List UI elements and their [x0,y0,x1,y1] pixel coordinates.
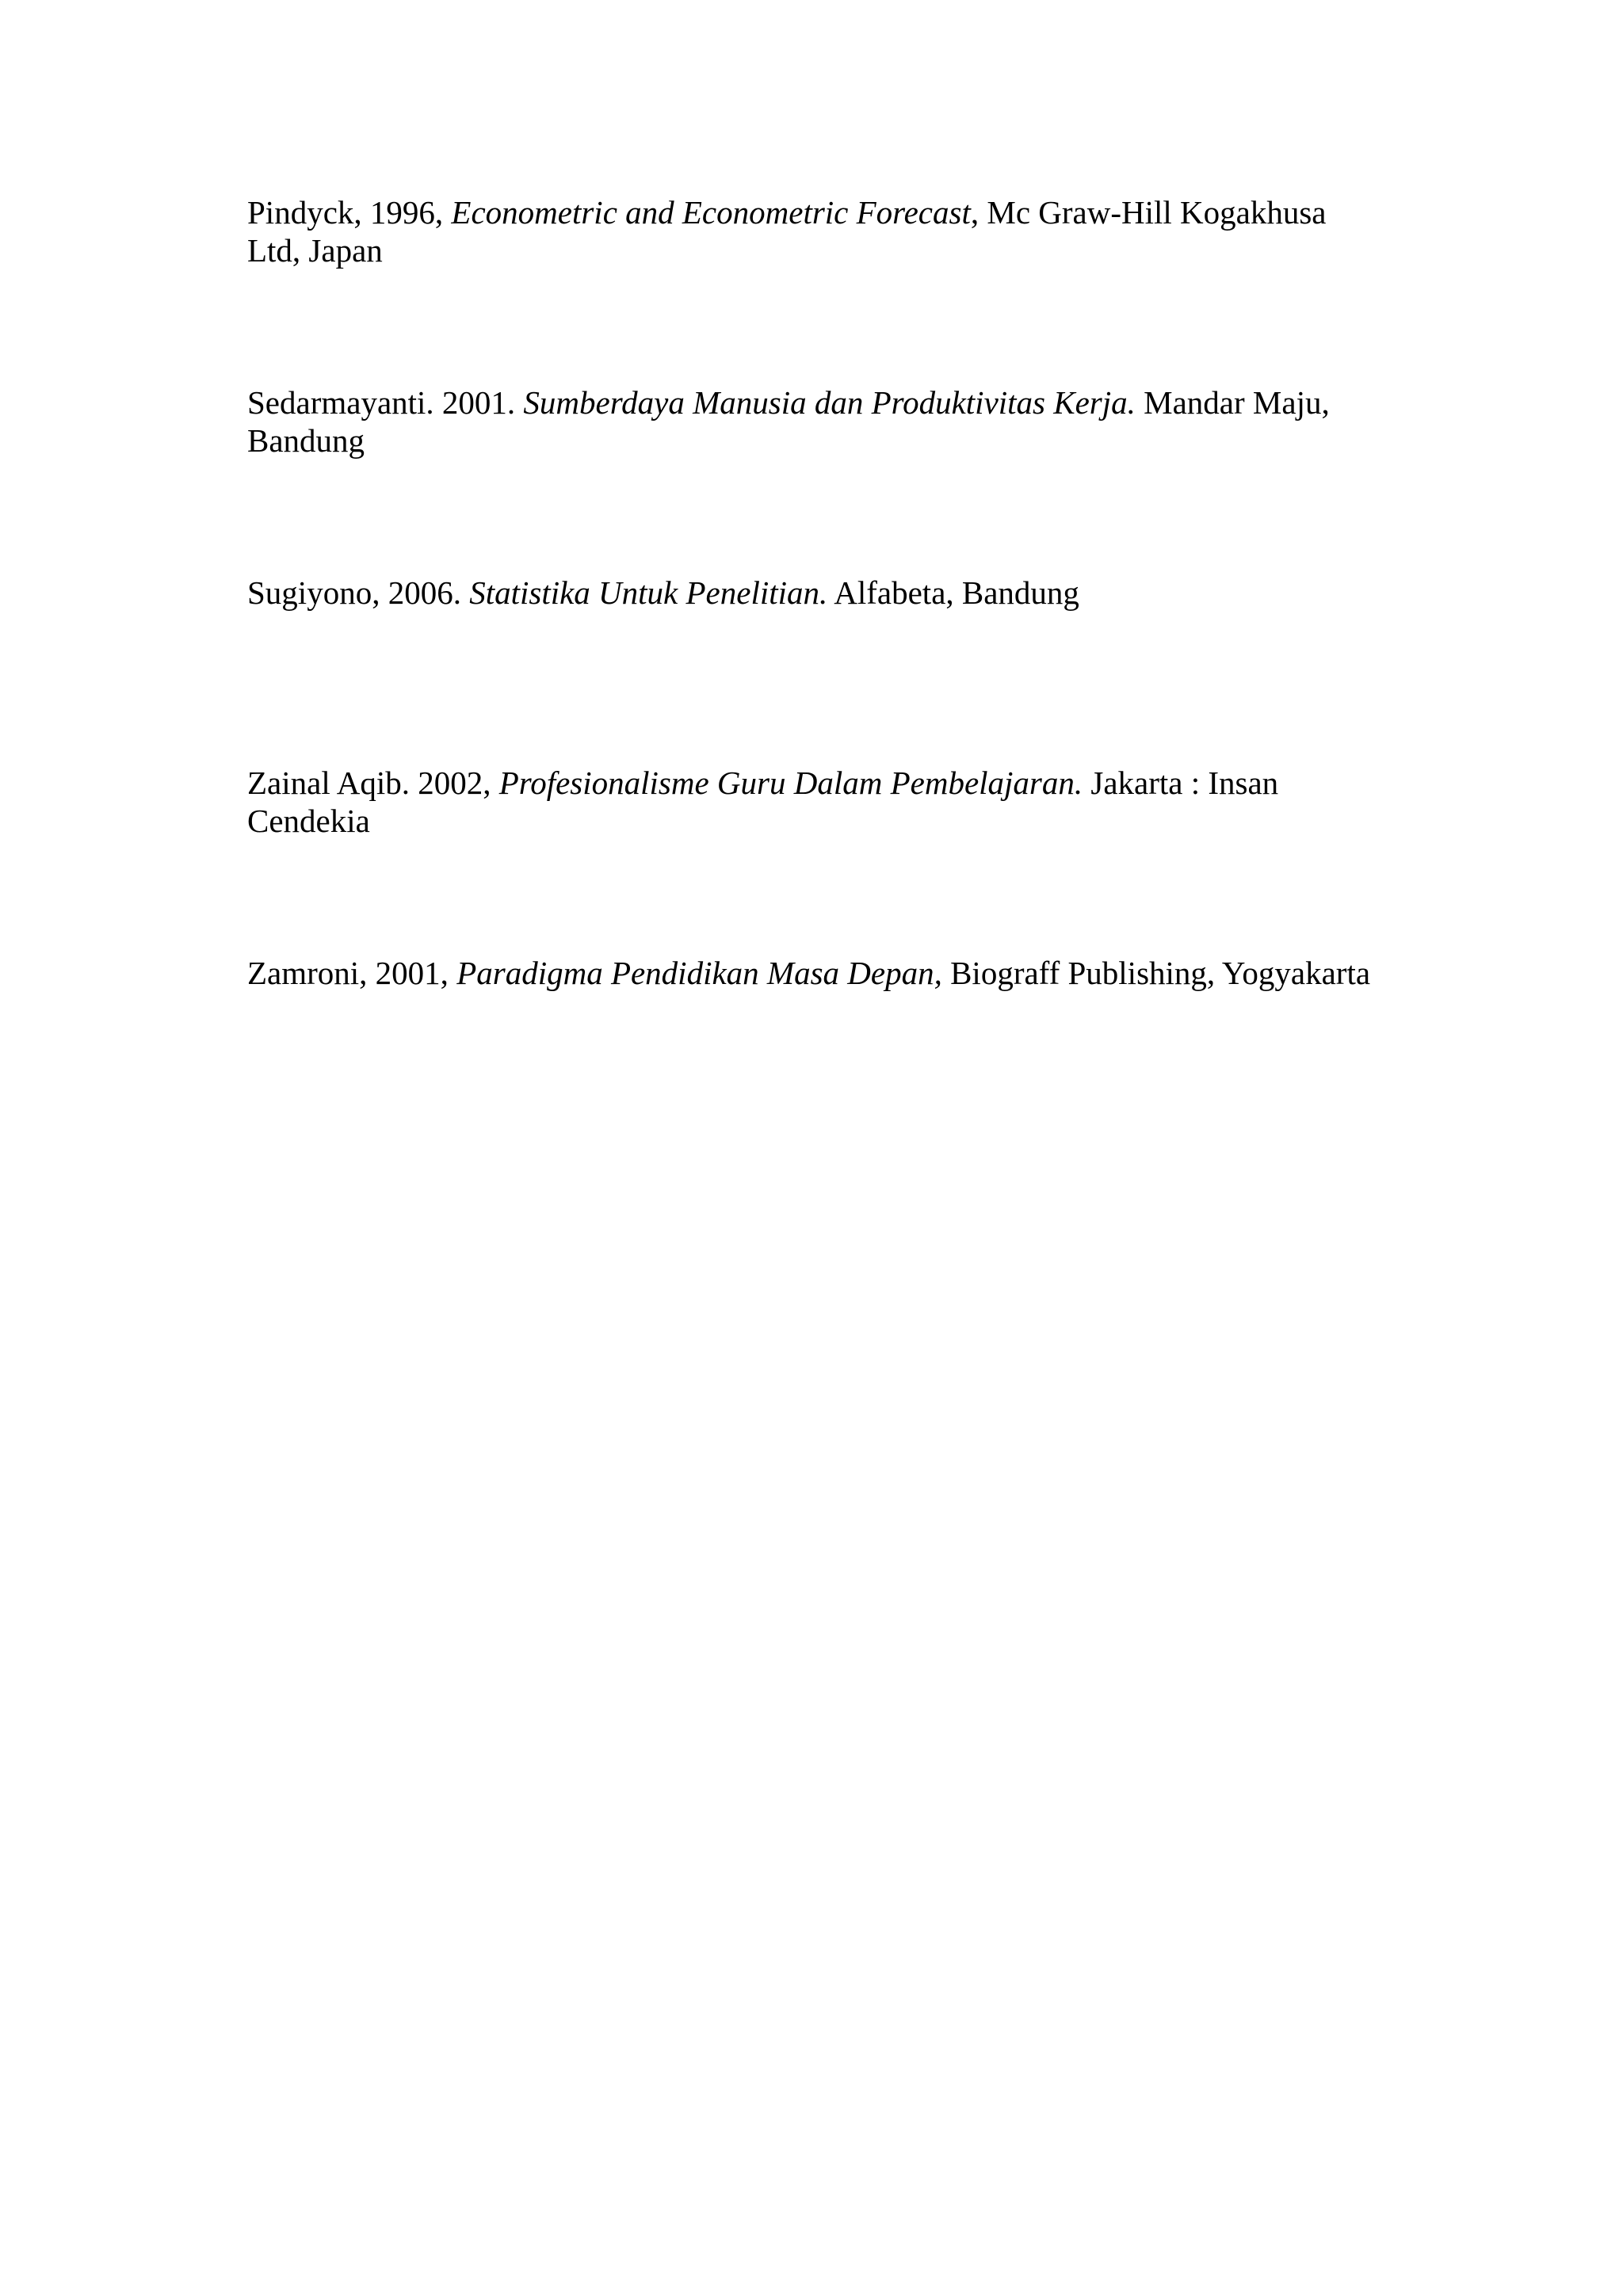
reference-publisher: Alfabeta, Bandung [827,574,1079,611]
reference-entry-pindyck [247,193,1373,269]
reference-entry-zamroni [247,954,1373,992]
reference-title: Paradigma Pendidikan Masa Depan, [456,955,942,991]
reference-entry-sedarmayanti [247,383,1373,460]
reference-publisher: Biograff Publishing, Yogyakarta [941,955,1371,991]
reference-publisher: Jakarta : Insan Cendekia [247,765,1279,839]
reference-author-year: Sedarmayanti. 2001. [247,384,524,421]
reference-title: Statistika Untuk Penelitian. [469,574,828,611]
reference-author-year: Pindyck, 1996, [247,194,452,231]
reference-publisher: , Mc Graw-Hill Kogakhusa Ltd, Japan [247,194,1327,269]
reference-title: Econometric and Econometric Forecast [451,194,971,231]
reference-list [247,193,1373,1106]
reference-entry-zainal-aqib [247,764,1373,840]
reference-title: Profesionalisme Guru Dalam Pembelajaran. [498,765,1083,801]
reference-author-year: Sugiyono, 2006. [247,574,470,611]
reference-publisher: Mandar Maju, Bandung [247,384,1330,459]
reference-author-year: Zainal Aqib. 2002, [247,765,499,801]
reference-author-year: Zamroni, 2001, [247,955,457,991]
reference-title: Sumberdaya Manusia dan Produktivitas Kerja. [523,384,1136,421]
reference-entry-sugiyono [247,574,1373,612]
